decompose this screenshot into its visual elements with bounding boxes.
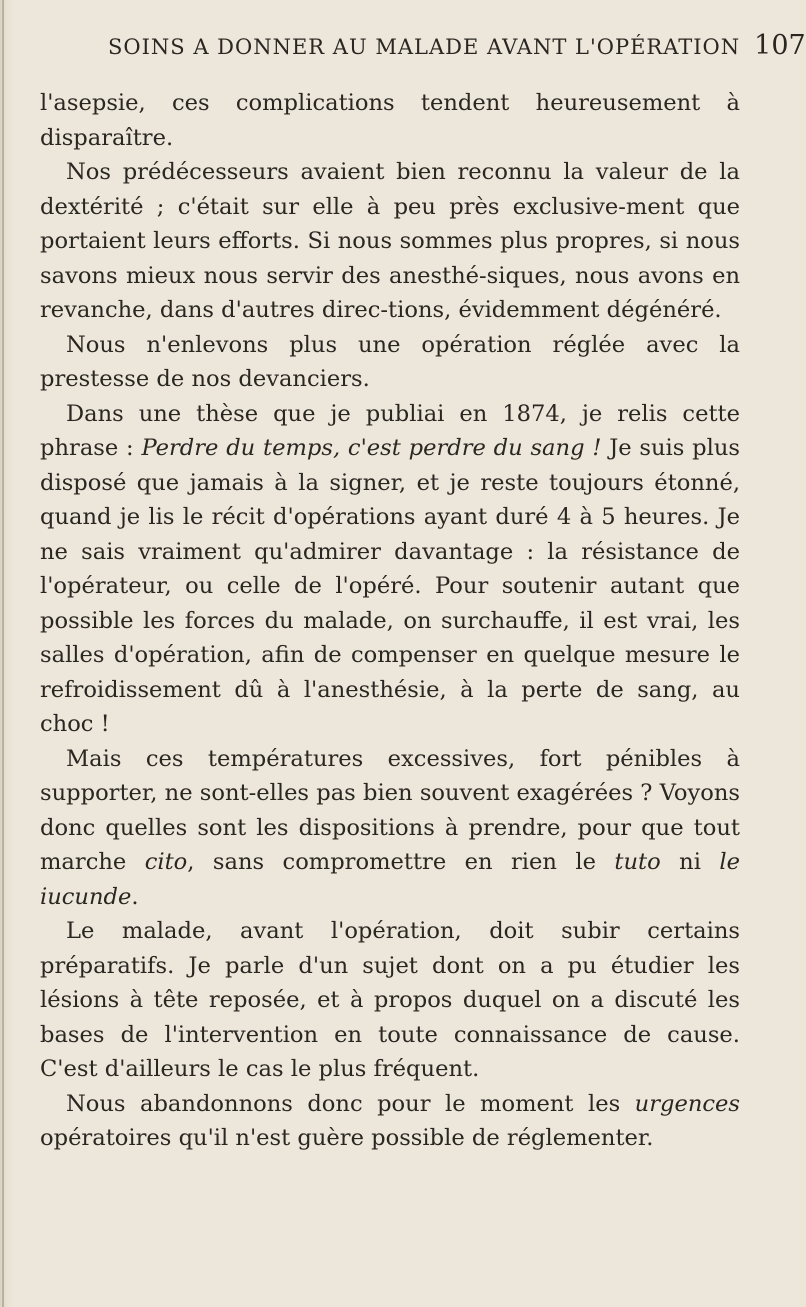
paragraph-6: Le malade, avant l'opération, doit subir certains préparatifs. Je parle d'un sujet dont on a pu étudier les lésions à tête reposée, et à propos duquel on a discuté les bases de l'intervention en toute connaissance de cause. C'est d'ailleurs le cas le plus fréquent. — [40, 918, 740, 1082]
running-title: SOINS A DONNER AU MALADE AVANT L'OPÉRATION — [108, 35, 741, 59]
page-gutter-edge — [2, 0, 4, 1307]
body-text — [40, 86, 740, 1156]
running-header — [108, 30, 806, 61]
paragraph-5-text-b: , sans compromettre en rien le — [187, 849, 615, 875]
paragraph-7 — [40, 1087, 740, 1156]
paragraph-4 — [40, 397, 740, 742]
paragraph-4-text-b: Je suis plus disposé que jamais à la signer, et je reste toujours étonné, quand je lis le récit d'opérations ayant duré 4 à 5 heures. Je ne sais vraiment qu'admirer davantage : la résistance de l'opérateur, ou celle de l'opéré. Pour soutenir autant que possible les forces du malade, on surchauffe, il est vrai, les salles d'opération, afin de compenser en quelque mesure le refroidissement dû à l'anesthésie, à la perte de sang, au choc ! — [40, 435, 740, 737]
paragraph-5 — [40, 742, 740, 915]
paragraph-5-cito: cito — [144, 849, 188, 875]
paragraph-5-iucunde: le iucunde — [40, 849, 741, 910]
paragraph-4-text-a: Dans une thèse que je publiai en 1874, je relis cette phrase : — [40, 400, 740, 461]
page-number: 107 — [754, 30, 806, 61]
paragraph-5-text-c: ni — [660, 849, 720, 875]
paragraph-1: l'asepsie, ces complications tendent heureusement à disparaître. — [40, 90, 740, 151]
paragraph-7-text-a: Nous abandonnons donc pour le moment les — [66, 1090, 635, 1117]
paragraph-7-urgences: urgences — [634, 1090, 740, 1117]
paragraph-7-text-b: opératoires qu'il n'est guère possible de réglementer. — [40, 1125, 654, 1151]
paragraph-5-text-d: . — [131, 883, 139, 910]
paragraph-4-quote: Perdre du temps, c'est perdre du sang ! — [141, 435, 602, 461]
paragraph-5-text-a: Mais ces températures excessives, fort pénibles à supporter, ne sont-elles pas bien souvent exagérées ? Voyons donc quelles sont les dispositions à prendre, pour que tout marche — [40, 745, 740, 875]
paragraph-5-tuto: tuto — [614, 849, 661, 875]
paragraph-2: Nos prédécesseurs avaient bien reconnu la valeur de la dextérité ; c'était sur elle à peu près exclusive-ment que portaient leurs efforts. Si nous sommes plus propres, si nous savons mieux nous servir des anesthé-siques, nous avons en revanche, dans d'autres direc-tions, évidemment dégénéré. — [40, 159, 740, 323]
paragraph-3: Nous n'enlevons plus une opération réglée avec la prestesse de nos devanciers. — [40, 331, 740, 392]
